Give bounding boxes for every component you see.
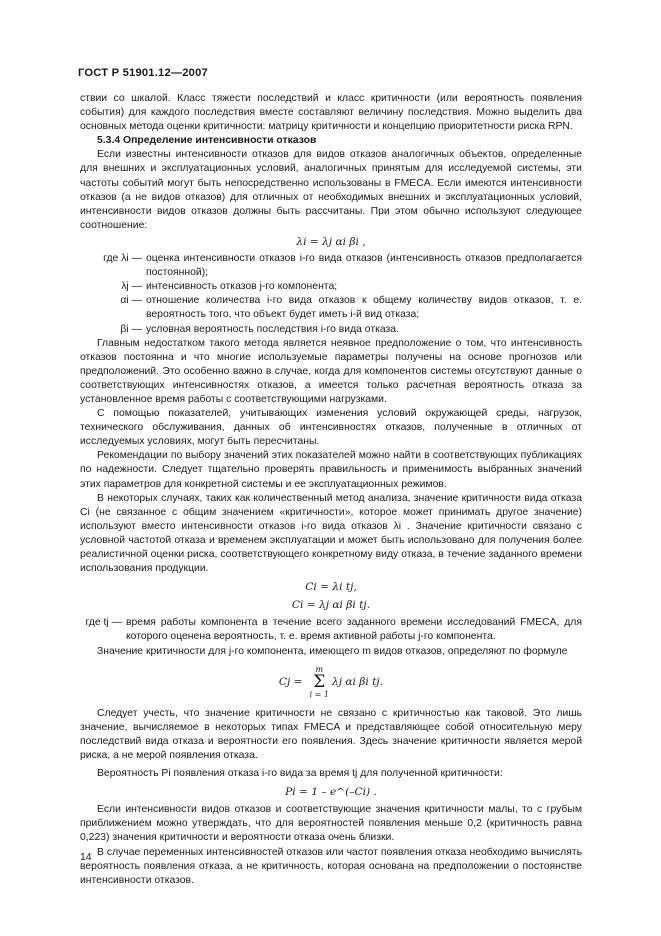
definition-label: где λi — (103, 253, 142, 265)
formula-lhs: Cj = (278, 675, 303, 688)
definition-item (80, 616, 582, 644)
intro-paragraph: ствии со шкалой. Класс тяжести последствий и класс критичности (или вероятность появления события) для каждого последствия вместе составляют величину последствия. Можно выделить два основных метода оценки критичности: матрицу критичности и концепцию приоритетности риска RPN. (80, 93, 582, 133)
definition-item (80, 323, 582, 337)
definition-text: интенсивность отказов j-го компонента; (146, 281, 338, 293)
sum-lower-limit: i = 1 (309, 689, 329, 699)
page-body (80, 92, 582, 888)
formula-2: Ci = λi tj, (305, 581, 357, 594)
section-heading: 5.3.4 Определение интенсивности отказов (97, 135, 317, 147)
paragraph-6: Значение критичности для j-го компонента, имеющего m видов отказов, определяют по формуле (97, 645, 568, 657)
standard-header: ГОСТ Р 51901.12—2007 (78, 67, 208, 79)
sum-upper-limit: m (315, 664, 324, 674)
definition-label: βi — (120, 323, 142, 335)
formula-3: Ci = λj αi βi tj. (291, 599, 371, 612)
formula-rhs: λj αi βi tj. (332, 675, 384, 688)
paragraph-2: Главным недостатком такого метода является неявное предположение о том, что интенсивность отказов постоянна и что многие используемые параметры получены на основе прогнозов или предположений. Это особенно важно в случае, когда для компонентов системы отсутствуют данные о соответствующих интенсивностях отказов, а имеется только расчетная вероятность отказа за установленное время работы с соответствующими нагрузками. (80, 337, 582, 405)
definition-text: оценка интенсивности отказов i-го вида отказов (интенсивность отказов предполагается постоянной); (146, 253, 582, 279)
definition-item (80, 280, 582, 294)
summation-sign (310, 665, 329, 699)
sigma-symbol: Σ (313, 671, 326, 692)
paragraph-4: Рекомендации по выбору значений этих показателей можно найти в соответствующих публикациях по надежности. Следует тщательно проверять правильность и применимость выбранных значений этих параметров для конкретной системы и ее эксплуатационных режимов. (80, 450, 582, 490)
definition-text: отношение количества i-го вида отказов к общему количеству видов отказов, т. е. вероятность того, что объект будет иметь i-й вид отказа; (146, 295, 582, 321)
definition-text: условная вероятность последствия i-го вида отказа. (146, 323, 399, 335)
paragraph-9: Если интенсивности видов отказов и соответствующие значения критичности малы, то с грубым приближением можно утверждать, что для вероятностей появления меньше 0,2 (критичность равна 0,223) значения критичности и вероятности отказа очень близки. (80, 804, 582, 844)
formula-4 (80, 665, 582, 699)
paragraph-7: Следует учесть, что значение критичности не связано с критичностью как таковой. Это лишь значение, вычисляемое в некоторых типах FMECA и представляющее собой относительную меру последствий вида отказа и вероятности его появления. Здесь значение критичности является мерой риска, а не мерой появления отказа. (80, 707, 582, 761)
formula-5: Pi = 1 – e^(–Ci) . (285, 786, 377, 799)
definition-item (80, 252, 582, 280)
definition-label: αi — (120, 295, 142, 307)
definition-label: λj — (121, 281, 142, 293)
paragraph-3: С помощью показателей, учитывающих изменения условий окружающей среды, нагрузок, технического обслуживания, данных об интенсивностях отказов, полученные в отличных от исследуемых условиях, могут быть пересчитаны. (80, 408, 582, 448)
definition-text: время работы компонента в течение всего заданного времени исследований FMECA, для которого оценена вероятность, т. е. время активной работы j-го компонента. (126, 617, 582, 643)
page-number: 14 (80, 852, 92, 863)
definition-item (80, 294, 582, 322)
paragraph-10: В случае переменных интенсивностей отказов или частот появления отказа необходимо вычислять вероятность появления отказа, а не критичность, которая основана на предположении о постоянстве интенсивности отказов. (80, 846, 582, 886)
formula-1: λi = λj αi βi , (296, 235, 366, 248)
paragraph-1: Если известны интенсивности отказов для видов отказов аналогичных объектов, определенные для внешних и эксплуатационных условий, аналогичных принятым для исследуемой системы, эти частоты событий могут быть непосредственно использованы в FMECA. Если имеются интенсивности отказов (а не видов отказов) для отличных от необходимых внешних и эксплуатационных условий, интенсивности видов отказов должны быть рассчитаны. При этом обычно используют следующее соотношение: (80, 149, 582, 231)
paragraph-8: Вероятность Pi появления отказа i-го вида за время tj для полученной критичности: (97, 768, 503, 780)
definition-label: где tj — (85, 617, 122, 629)
paragraph-5: В некоторых случаях, таких как количественный метод анализа, значение критичности вида отказа Ci (не связанное с общим значением «критичности», которое может принимать другое значение) используют вместо интенсивности отказов i-го вида отказов λi . Значение критичности связано с условной частотой отказа и временем эксплуатации и может быть использовано для получения более реалистичной оценки риска, соответствующего конкретному виду отказа, в течение заданного времени использования продукции. (80, 492, 582, 575)
